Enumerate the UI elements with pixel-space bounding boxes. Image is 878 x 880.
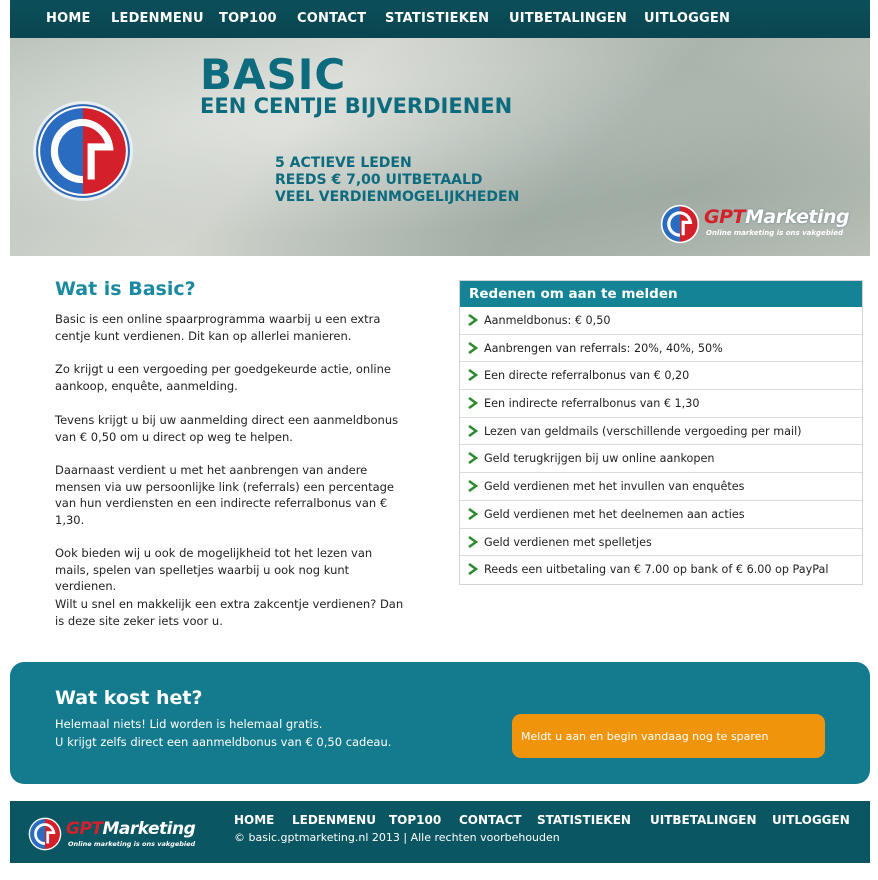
- cost-line-free: Helemaal niets! Lid worden is helemaal gratis.: [55, 717, 323, 731]
- footer: [10, 801, 870, 863]
- footer-nav-uitbetalingen[interactable]: UITBETALINGEN: [650, 813, 757, 827]
- hero-subtitle: EEN CENTJE BIJVERDIENEN: [200, 94, 513, 118]
- footer-nav-uitloggen[interactable]: UITLOGGEN: [772, 813, 850, 827]
- hero-feature-paid: REEDS € 7,00 UITBETAALD: [275, 172, 483, 188]
- reason-text: Geld terugkrijgen bij uw online aankopen: [484, 452, 715, 466]
- reason-item: [460, 418, 862, 446]
- chevron-right-icon: [468, 563, 478, 575]
- about-paragraph: Daarnaast verdient u met het aanbrengen van andere mensen via uw persoonlijke link (referrals) een percentage van hun verdiensten en een indirecte referralbonus van € 1,30.: [55, 463, 394, 527]
- chevron-right-icon: [468, 314, 478, 326]
- about-paragraph: Basic is een online spaarprogramma waarbij u een extra centje kunt verdienen. Dit kan op allerlei manieren.: [55, 312, 381, 343]
- chevron-right-icon: [468, 397, 478, 409]
- copyright: © basic.gptmarketing.nl 2013 | Alle rechten voorbehouden: [234, 831, 560, 844]
- reasons-list: [460, 307, 862, 584]
- reasons-box: [459, 280, 863, 585]
- reason-text: Lezen van geldmails (verschillende vergoeding per mail): [484, 424, 802, 438]
- footer-nav-home[interactable]: HOME: [234, 813, 275, 827]
- gpt-logo-icon: [32, 100, 134, 202]
- chevron-right-icon: [468, 480, 478, 492]
- footer-wordmark: GPTMarketing: [66, 819, 196, 839]
- reason-item: [460, 445, 862, 473]
- about-paragraph: Zo krijgt u een vergoeding per goedgekeurde actie, online aankoop, enquête, aanmelding.: [55, 362, 391, 393]
- about-paragraph: Ook bieden wij u ook de mogelijkheid tot het lezen van mails, spelen van spelletjes waarbij u ook nog kunt verdienen.: [55, 546, 373, 593]
- gpt-marketing-brand: [658, 202, 858, 246]
- nav-uitbetalingen[interactable]: UITBETALINGEN: [509, 11, 628, 26]
- brand-tagline: Online marketing is ons vakgebied: [706, 229, 843, 237]
- reason-text: Geld verdienen met het invullen van enquêtes: [484, 480, 745, 494]
- footer-nav-statistieken[interactable]: STATISTIEKEN: [537, 813, 631, 827]
- reason-text: Geld verdienen met het deelnemen aan acties: [484, 507, 745, 521]
- reason-text: Geld verdienen met spelletjes: [484, 535, 652, 549]
- chevron-right-icon: [468, 342, 478, 354]
- cost-section: [10, 662, 870, 784]
- reason-item: [460, 362, 862, 390]
- reasons-title: Redenen om aan te melden: [460, 281, 862, 307]
- chevron-right-icon: [468, 536, 478, 548]
- footer-nav-top100[interactable]: TOP100: [389, 813, 442, 827]
- reason-text: Een indirecte referralbonus van € 1,30: [484, 397, 700, 411]
- top-nav: [10, 0, 870, 38]
- reason-item: [460, 473, 862, 501]
- nav-home[interactable]: HOME: [46, 11, 91, 26]
- hero-title: BASIC: [200, 50, 347, 99]
- chevron-right-icon: [468, 425, 478, 437]
- reason-item: [460, 556, 862, 584]
- about-paragraph: Wilt u snel en makkelijk een extra zakcentje verdienen? Dan is deze site zeker iets voor u.: [55, 597, 404, 628]
- signup-button[interactable]: Meldt u aan en begin vandaag nog te sparen: [512, 714, 825, 758]
- reason-text: Een directe referralbonus van € 0,20: [484, 369, 690, 383]
- cost-title: Wat kost het?: [55, 687, 203, 709]
- cost-line-bonus: U krijgt zelfs direct een aanmeldbonus van € 0,50 cadeau.: [55, 735, 392, 749]
- footer-tagline: Online marketing is ons vakgebied: [68, 840, 196, 848]
- about-paragraph: Tevens krijgt u bij uw aanmelding direct een aanmeldbonus van € 0,50 om u direct op weg te helpen.: [55, 413, 399, 444]
- chevron-right-icon: [468, 508, 478, 520]
- hero-banner: [10, 38, 870, 256]
- nav-statistieken[interactable]: STATISTIEKEN: [385, 11, 490, 26]
- reason-text: Aanmeldbonus: € 0,50: [484, 314, 611, 327]
- nav-top100[interactable]: TOP100: [219, 11, 277, 26]
- reason-text: Reeds een uitbetaling van € 7.00 op bank of € 6.00 op PayPal: [484, 563, 829, 577]
- chevron-right-icon: [468, 452, 478, 464]
- reason-item: [460, 390, 862, 418]
- footer-gpt-logo-icon: [28, 817, 62, 851]
- chevron-right-icon: [468, 369, 478, 381]
- hero-feature-options: VEEL VERDIENMOGELIJKHEDEN: [275, 189, 520, 205]
- footer-nav-contact[interactable]: CONTACT: [459, 813, 522, 827]
- reason-item: [460, 501, 862, 529]
- reason-item: [460, 335, 862, 363]
- reason-text: Aanbrengen van referrals: 20%, 40%, 50%: [484, 341, 723, 355]
- footer-brand: [28, 815, 218, 851]
- gpt-small-logo-icon: [660, 204, 700, 244]
- nav-uitloggen[interactable]: UITLOGGEN: [644, 11, 731, 26]
- brand-wordmark: GPTMarketing: [704, 206, 850, 228]
- reason-item: [460, 529, 862, 557]
- nav-contact[interactable]: CONTACT: [297, 11, 367, 26]
- hero-feature-members: 5 ACTIEVE LEDEN: [275, 155, 412, 171]
- footer-nav-ledenmenu[interactable]: LEDENMENU: [292, 813, 376, 827]
- about-title: Wat is Basic?: [55, 278, 196, 300]
- reason-item: [460, 307, 862, 335]
- nav-ledenmenu[interactable]: LEDENMENU: [111, 11, 204, 26]
